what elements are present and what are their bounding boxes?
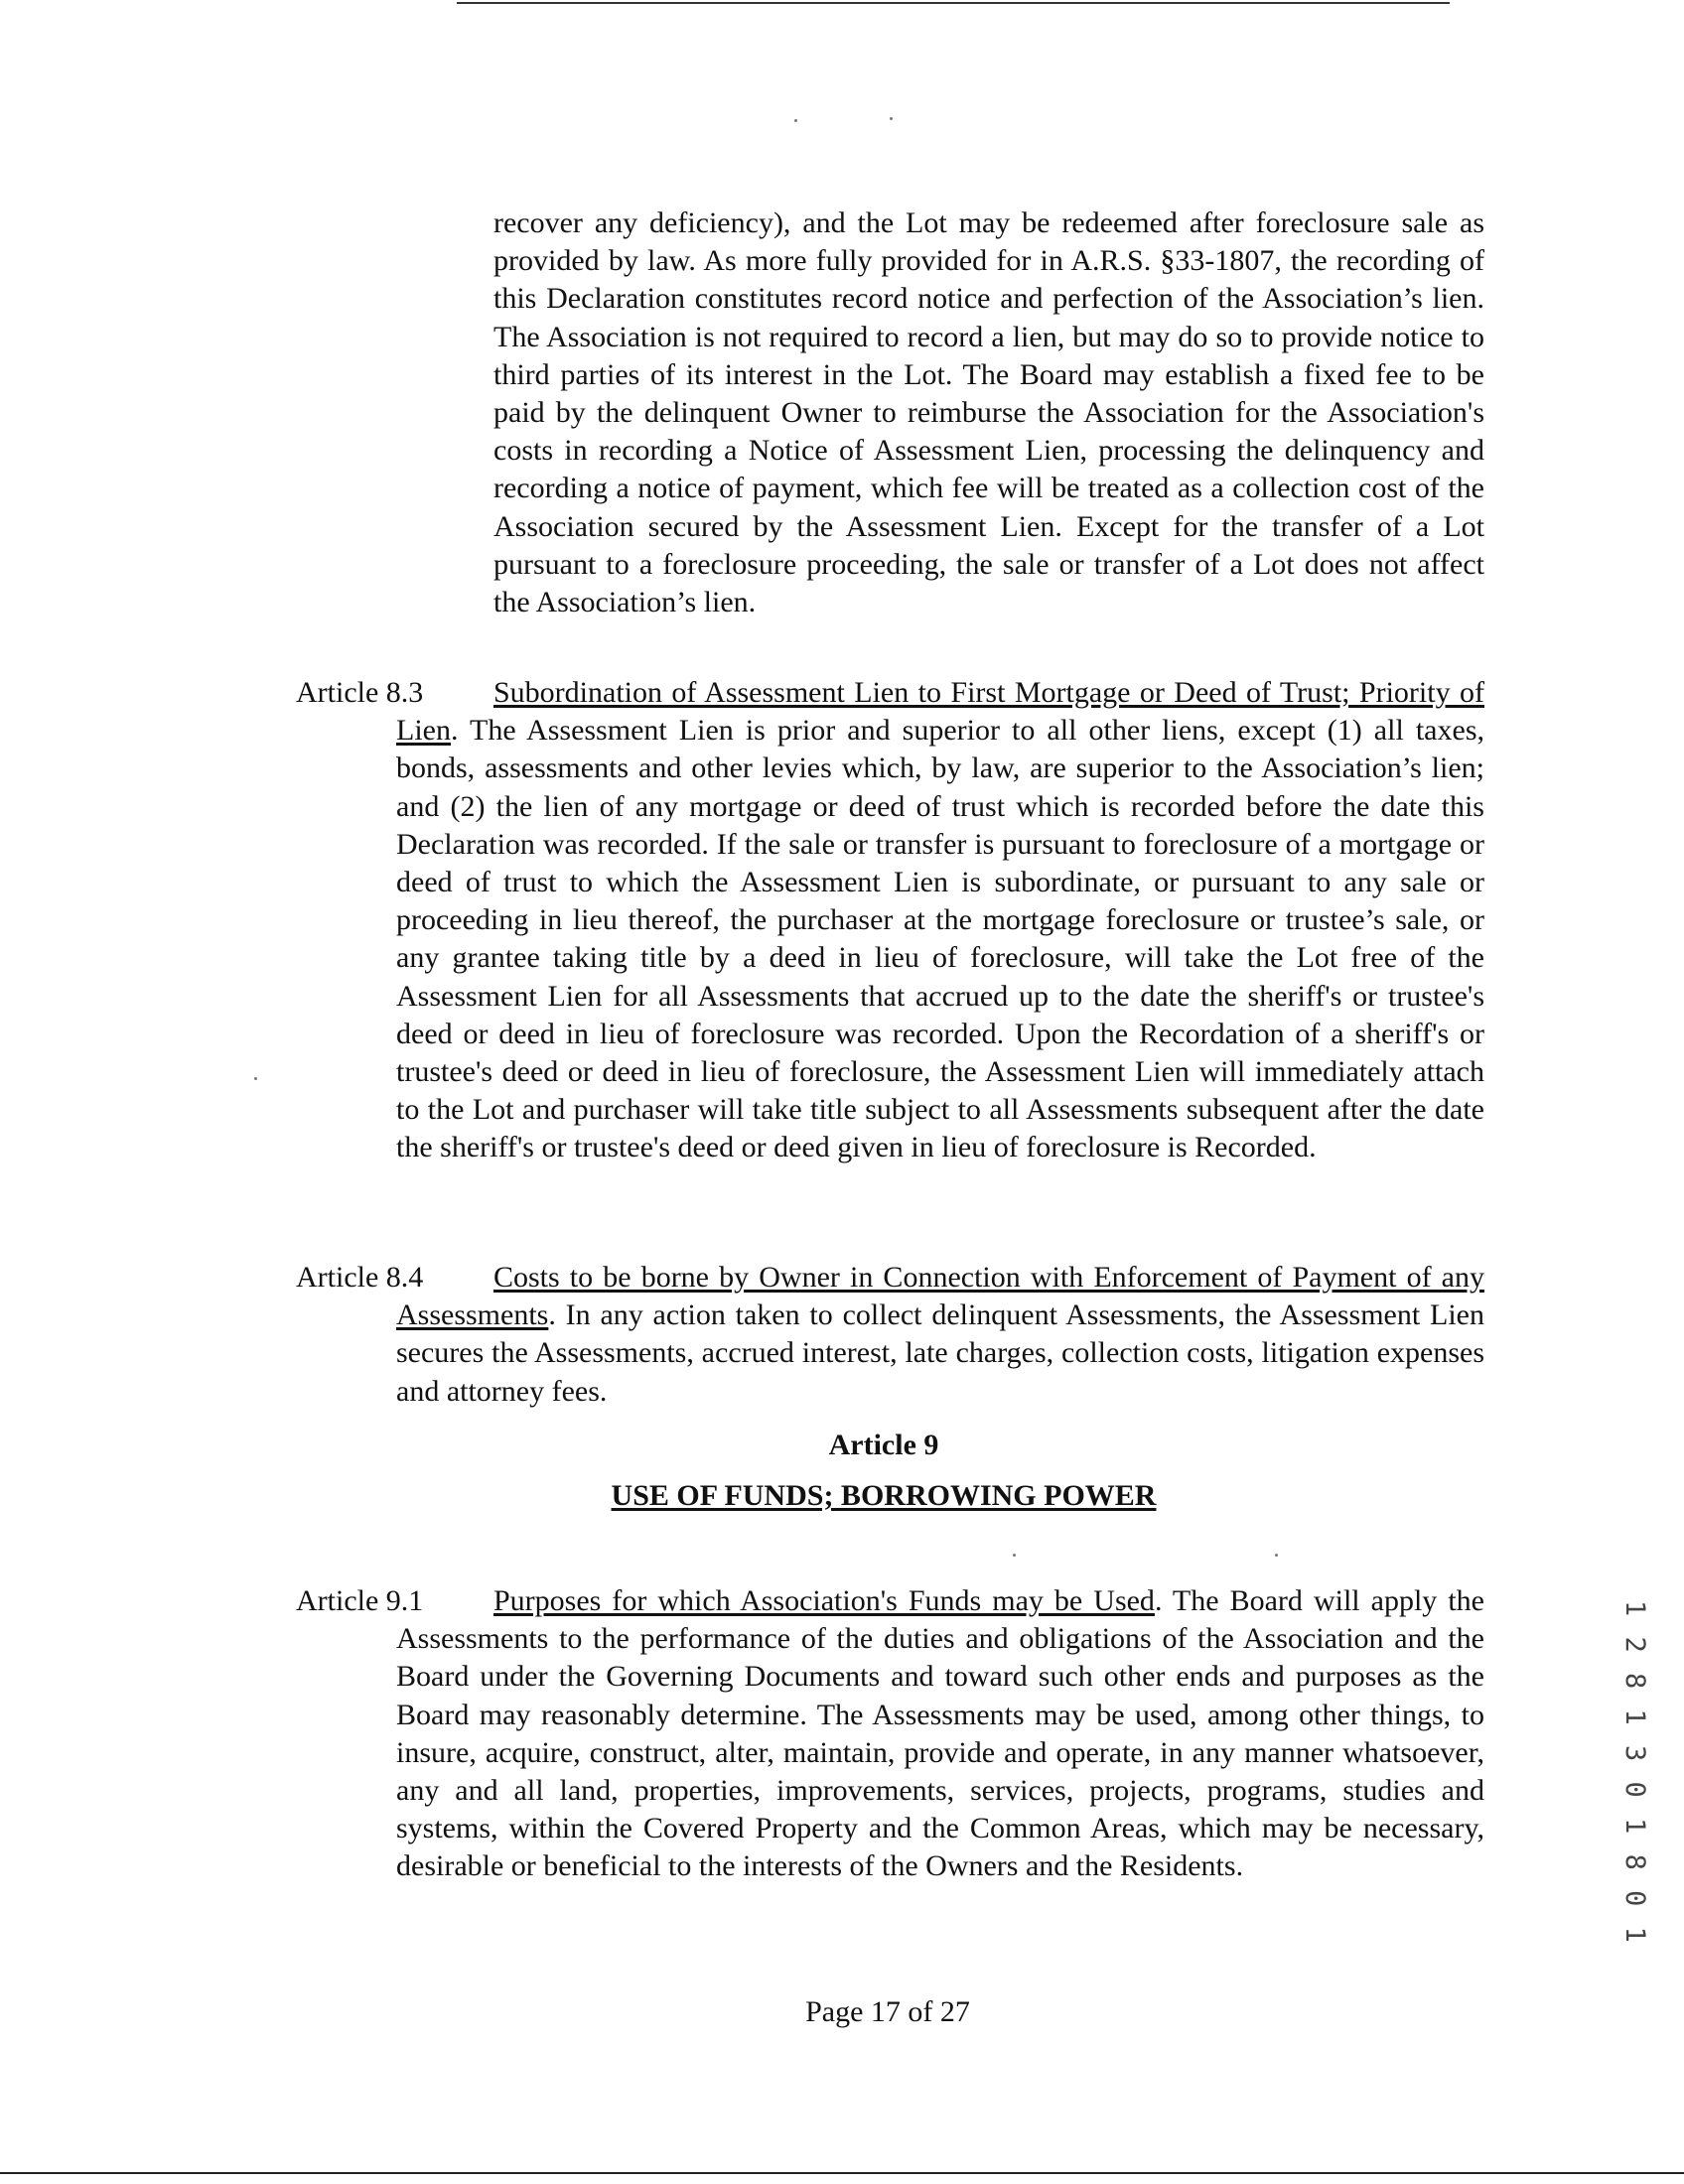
- continuation-paragraph: recover any deficiency), and the Lot may be redeemed after foreclosure sale as provided by law. As more fully provided for in A.R.S. §33-1807, the recording of this Declaration constitutes record notice and perfection of the Association’s lien. The Association is not required to record a lien, but may do so to provide notice to third parties of its interest in the Lot. The Board may establish a fixed fee to be paid by the delinquent Owner to reimburse the Association for the Association's costs in recording a Notice of Assessment Lien, processing the delinquency and recording a notice of payment, which fee will be treated as a collection cost of the Association secured by the Assessment Lien. Except for the transfer of a Lot pursuant to a foreclosure proceeding, the sale or transfer of a Lot does not affect the Association’s lien.: [493, 206, 1484, 619]
- article-8-3: [296, 674, 1484, 1167]
- article-body: [396, 1582, 1484, 1886]
- article-label: Article 9.1: [296, 1584, 424, 1617]
- scan-speck: [1013, 1554, 1016, 1557]
- page-number-text: Page 17 of 27: [805, 1995, 970, 2028]
- article-9-1: [296, 1582, 1484, 1886]
- article-text: . In any action taken to collect delinquent Assessments, the Assessment Lien secures the Assessments, accrued interest, late charges, collection costs, litigation expenses and attorney fees.: [396, 1298, 1484, 1408]
- article-body: [396, 1259, 1484, 1411]
- article-title: Subordination of Assessment Lien to First Mortgage or Deed of Trust; Priority of Lien: [396, 676, 1484, 748]
- section-heading-article: Article 9: [828, 1429, 939, 1461]
- scan-speck: [890, 117, 893, 120]
- scan-speck: [1275, 1554, 1278, 1557]
- article-text: . The Board will apply the Assessments to the performance of the duties and obligations of the Association and the Board under the Governing Documents and toward such other ends and purposes as the Board may reasonably determine. The Assessments may be used, among other things, to insure, acquire, construct, alter, maintain, provide and operate, in any manner whatsoever, any and all land, properties, improvements, services, projects, programs, studies and systems, within the Covered Property and the Common Areas, which may be necessary, desirable or beneficial to the interests of the Owners and the Residents.: [396, 1584, 1484, 1883]
- scan-speck: [254, 1077, 257, 1080]
- article-label: Article 8.4: [296, 1261, 424, 1294]
- scan-speck: [794, 119, 797, 122]
- article-label: Article 8.3: [296, 676, 424, 709]
- article-8-4: [296, 1259, 1484, 1411]
- article-title: Costs to be borne by Owner in Connection with Enforcement of Payment of any Assessments: [396, 1261, 1484, 1332]
- article-text: . The Assessment Lien is prior and superior to all other liens, except (1) all taxes, bonds, assessments and other levies which, by law, are superior to the Association’s lien; and (2) the lien of any mortgage or deed of trust which is recorded before the date this Declaration was recorded. If the sale or transfer is pursuant to foreclosure of a mortgage or deed of trust to which the Assessment Lien is subordinate, or pursuant to any sale or proceeding in lieu thereof, the purchaser at the mortgage foreclosure or trustee’s sale, or any grantee taking title by a deed in lieu of foreclosure, will take the Lot free of the Assessment Lien for all Assessments that accrued up to the date the sheriff's or trustee's deed or deed in lieu of foreclosure was recorded. Upon the Recordation of a sheriff's or trustee's deed or deed in lieu of foreclosure, the Assessment Lien will immediately attach to the Lot and purchaser will take title subject to all Assessments subsequent after the date the sheriff's or trustee's deed or deed given in lieu of foreclosure is Recorded.: [396, 714, 1484, 1164]
- top-scan-rule: [457, 2, 1450, 4]
- article-body: [396, 674, 1484, 1167]
- recording-stamp: 1 2 8 1 3 0 1 8 0 1: [1619, 1600, 1650, 1945]
- section-heading-title: USE OF FUNDS; BORROWING POWER: [611, 1479, 1157, 1512]
- article-title: Purposes for which Association's Funds may be Used: [493, 1584, 1155, 1617]
- bottom-scan-rule: [0, 2172, 1684, 2174]
- page-number: [0, 1995, 1684, 2029]
